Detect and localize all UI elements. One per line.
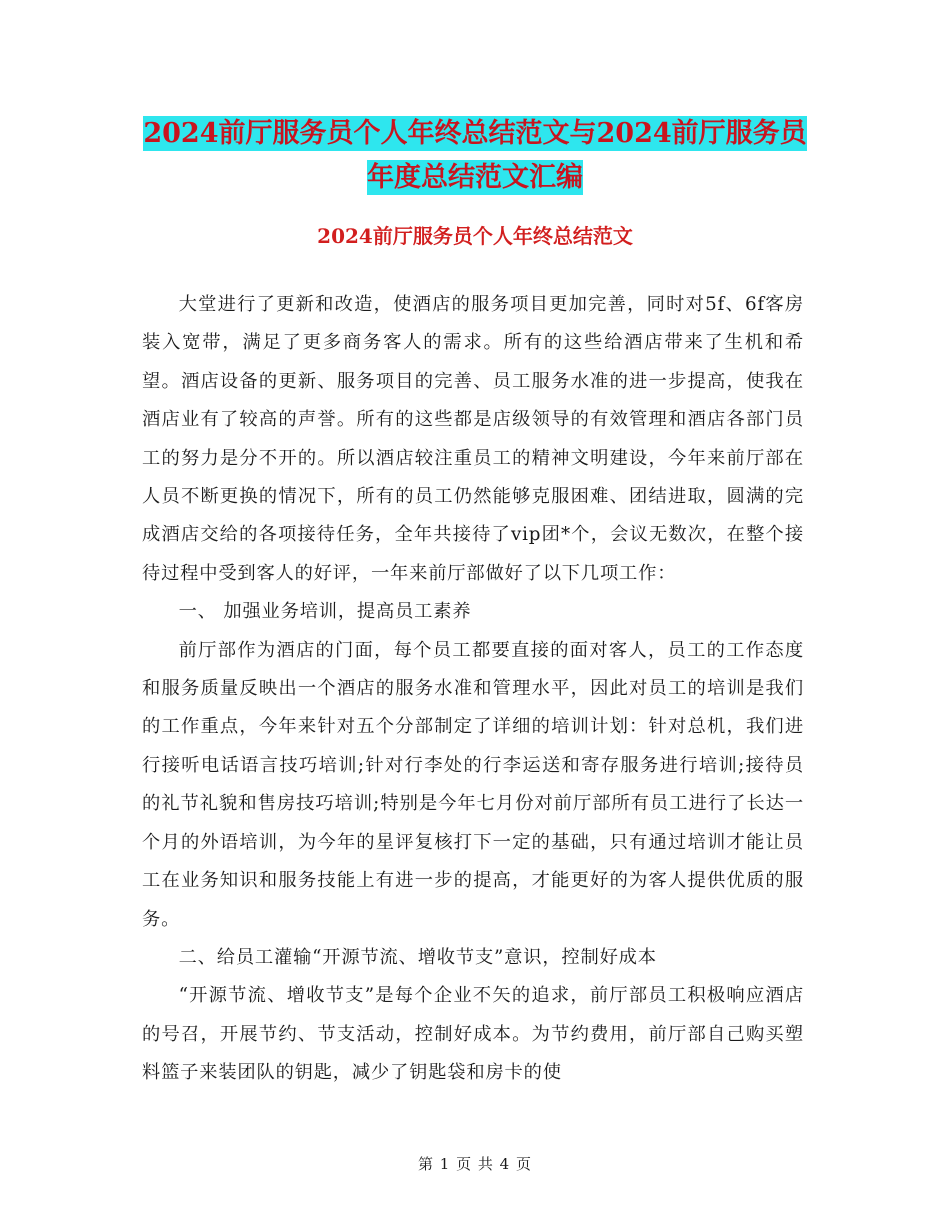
section-title: 2024前厅服务员个人年终总结范文 [317, 224, 633, 248]
paragraph: 大堂进行了更新和改造，使酒店的服务项目更加完善，同时对5f、6f客房装入宽带，满足了更多商务客人的需求。所有的这些给酒店带来了生机和希望。酒店设备的更新、服务项目的完善、员工服务水准的进一步提高，使我在酒店业有了较高的声誉。所有的这些都是店级领导的有效管理和酒店各部门员工的努力是分不开的。所以酒店较注重员工的精神文明建设，今年来前厅部在人员不断更换的情况下，所有的员工仍然能够克服困难、团结进取，圆满的完成酒店交给的各项接待任务，全年共接待了vip团*个，会议无数次，在整个接待过程中受到客人的好评，一年来前厅部做好了以下几项工作： [142, 294, 804, 584]
section-heading: 一、 加强业务培训，提高员工素养 [178, 601, 472, 623]
body-text [142, 286, 804, 1093]
page-footer: 第 1 页 共 4 页 [418, 1155, 532, 1173]
paragraph: 前厅部作为酒店的门面，每个员工都要直接的面对客人，员工的工作态度和服务质量反映出一个酒店的服务水准和管理水平，因此对员工的培训是我们的工作重点，今年来针对五个分部制定了详细的培训计划：针对总机，我们进行接听电话语言技巧培训;针对行李处的行李运送和寄存服务进行培训;接待员的礼节礼貌和售房技巧培训;特别是今年七月份对前厅部所有员工进行了长达一个月的外语培训，为今年的星评复核打下一定的基础，只有通过培训才能让员工在业务知识和服务技能上有进一步的提高，才能更好的为客人提供优质的服务。 [142, 639, 804, 930]
paragraph: “开源节流、增收节支”是每个企业不矢的追求，前厅部员工积极响应酒店的号召，开展节约、节支活动，控制好成本。为节约费用，前厅部自己购买塑料篮子来装团队的钥匙，减少了钥匙袋和房卡的使 [142, 985, 804, 1084]
document-title: 2024前厅服务员个人年终总结范文与2024前厅服务员年度总结范文汇编 [143, 118, 807, 193]
section-heading: 二、给员工灌输“开源节流、增收节支”意识，控制好成本 [178, 946, 657, 968]
